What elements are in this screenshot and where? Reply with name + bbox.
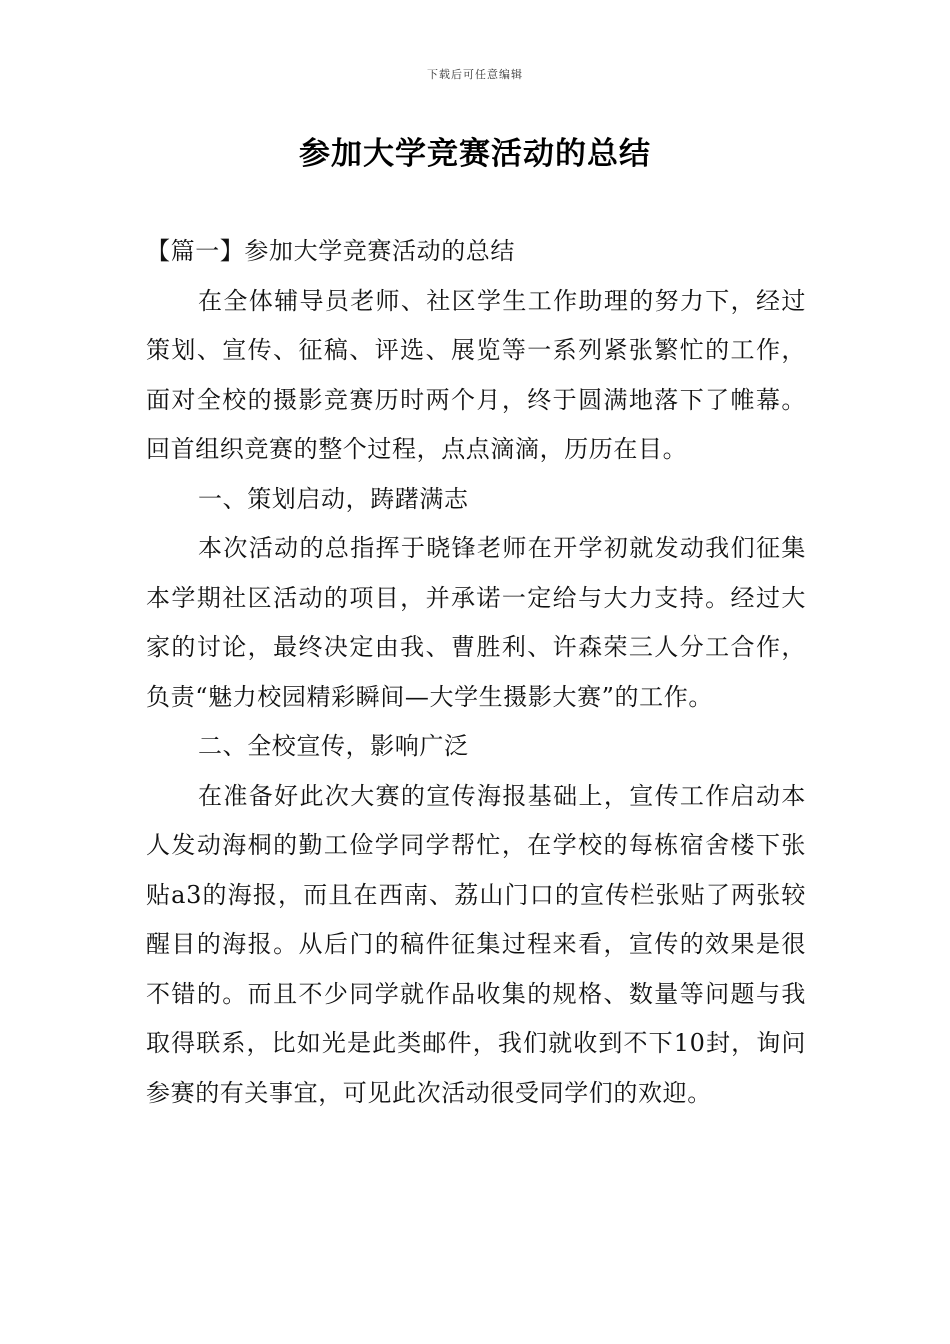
subheading-planning: 一、策划启动，踌躇满志 — [198, 484, 469, 513]
paragraph-intro: 在全体辅导员老师、社区学生工作助理的努力下，经过策划、宣传、征稿、评选、展览等一系列紧张繁忙的工作，面对全校的摄影竞赛历时两个月，终于圆满地落下了帷幕。回首组织竞赛的整个过程，点点滴滴，历历在目。 — [146, 286, 806, 463]
header-note: 下载后可任意编辑 — [427, 68, 523, 81]
document-body — [146, 227, 806, 1118]
paragraph-planning: 本次活动的总指挥于晓锋老师在开学初就发动我们征集本学期社区活动的项目，并承诺一定给与大力支持。经过大家的讨论，最终决定由我、曹胜利、许森荣三人分工合作，负责“魅力校园精彩瞬间—大学生摄影大赛”的工作。 — [146, 534, 806, 711]
section-heading: 【篇一】参加大学竞赛活动的总结 — [146, 237, 515, 265]
paragraph-publicity: 在准备好此次大赛的宣传海报基础上，宣传工作启动本人发动海桐的勤工俭学同学帮忙，在学校的每栋宿舍楼下张贴a3的海报，而且在西南、荔山门口的宣传栏张贴了两张较醒目的海报。从后门的稿件征集过程来看，宣传的效果是很不错的。而且不少同学就作品收集的规格、数量等问题与我取得联系，比如光是此类邮件，我们就收到不下10封，询问参赛的有关事宜，可见此次活动很受同学们的欢迎。 — [146, 781, 806, 1107]
subheading-publicity: 二、全校宣传，影响广泛 — [198, 732, 469, 760]
document-title: 参加大学竞赛活动的总结 — [299, 136, 651, 172]
